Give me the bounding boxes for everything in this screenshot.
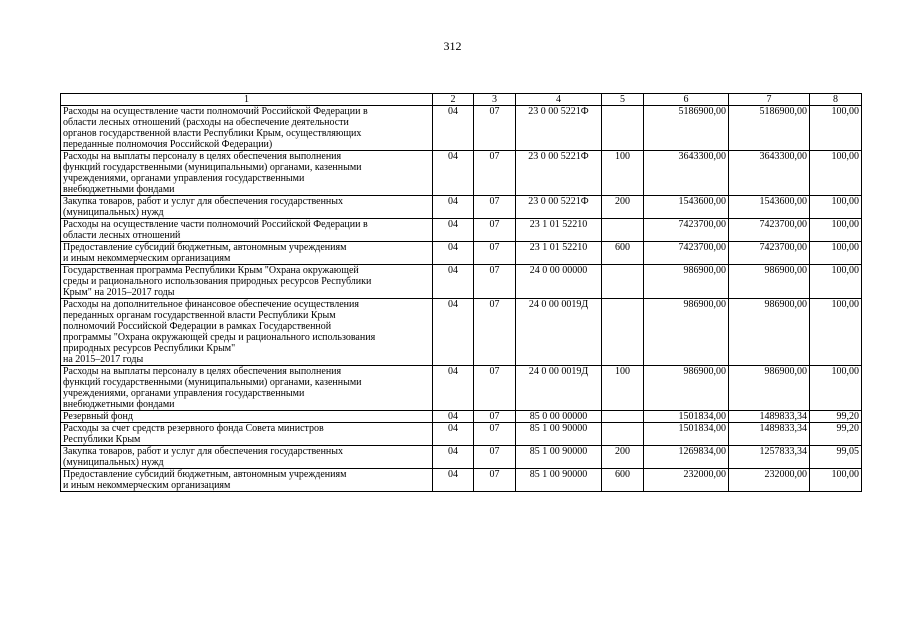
expense-type-code: [602, 219, 644, 242]
page-number: 312: [443, 39, 462, 53]
row-name: Расходы на осуществление части полномочий Российской Федерации в области лесных отношений (расходы на обеспечение деятельности органов государственной власти Республики Крым, осуществляющих переданные полномочия Российской Федерации): [61, 106, 433, 151]
section-code: 04: [433, 423, 474, 446]
expense-type-code: 600: [602, 242, 644, 265]
subsection-code: 07: [474, 106, 516, 151]
executed-amount: 986900,00: [729, 299, 810, 366]
column-header: 6: [644, 94, 729, 106]
subsection-code: 07: [474, 219, 516, 242]
section-code: 04: [433, 219, 474, 242]
table-row: [61, 242, 862, 265]
target-article-code: 23 1 01 52210: [516, 242, 602, 265]
section-code: 04: [433, 106, 474, 151]
planned-amount: 1269834,00: [644, 446, 729, 469]
target-article-code: 24 0 00 0019Д: [516, 299, 602, 366]
target-article-code: 85 1 00 90000: [516, 469, 602, 492]
column-header: 5: [602, 94, 644, 106]
executed-amount: 1543600,00: [729, 196, 810, 219]
column-header: 1: [61, 94, 433, 106]
table-row: [61, 299, 862, 366]
table-row: [61, 446, 862, 469]
target-article-code: 24 0 00 00000: [516, 265, 602, 299]
section-code: 04: [433, 196, 474, 219]
planned-amount: 986900,00: [644, 299, 729, 366]
executed-amount: 7423700,00: [729, 219, 810, 242]
table-row: [61, 219, 862, 242]
subsection-code: 07: [474, 411, 516, 423]
table-row: [61, 423, 862, 446]
budget-table: [60, 93, 862, 492]
section-code: 04: [433, 151, 474, 196]
row-name: Расходы на выплаты персоналу в целях обеспечения выполнения функций государственными (муниципальными) органами, казенными учреждениями, органами управления государственными внебюджетными фондами: [61, 151, 433, 196]
section-code: 04: [433, 265, 474, 299]
executed-amount: 1489833,34: [729, 411, 810, 423]
row-name: Государственная программа Республики Крым "Охрана окружающей среды и рационального использования природных ресурсов Республики Крым" на 2015–2017 годы: [61, 265, 433, 299]
execution-percent: 100,00: [810, 196, 862, 219]
planned-amount: 232000,00: [644, 469, 729, 492]
planned-amount: 7423700,00: [644, 242, 729, 265]
section-code: 04: [433, 469, 474, 492]
subsection-code: 07: [474, 265, 516, 299]
subsection-code: 07: [474, 423, 516, 446]
table-row: [61, 196, 862, 219]
header-row: [61, 94, 862, 106]
row-name: Предоставление субсидий бюджетным, автономным учреждениям и иным некоммерческим организациям: [61, 242, 433, 265]
expense-type-code: [602, 411, 644, 423]
section-code: 04: [433, 446, 474, 469]
subsection-code: 07: [474, 299, 516, 366]
section-code: 04: [433, 242, 474, 265]
column-header: 4: [516, 94, 602, 106]
table-row: [61, 151, 862, 196]
column-header: 2: [433, 94, 474, 106]
row-name: Расходы на дополнительное финансовое обеспечение осуществления переданных органам государственной власти Республики Крым полномочий Российской Федерации в рамках Государственной программы "Охрана окружающей среды и рационального использования природных ресурсов Республики Крым" на 2015–2017 годы: [61, 299, 433, 366]
execution-percent: 100,00: [810, 469, 862, 492]
executed-amount: 232000,00: [729, 469, 810, 492]
target-article-code: 85 1 00 90000: [516, 423, 602, 446]
expense-type-code: 100: [602, 151, 644, 196]
expense-type-code: [602, 106, 644, 151]
column-header: 8: [810, 94, 862, 106]
table-row: [61, 366, 862, 411]
executed-amount: 7423700,00: [729, 242, 810, 265]
target-article-code: 85 0 00 00000: [516, 411, 602, 423]
row-name: Резервный фонд: [61, 411, 433, 423]
row-name: Расходы на выплаты персоналу в целях обеспечения выполнения функций государственными (муниципальными) органами, казенными учреждениями, органами управления государственными внебюджетными фондами: [61, 366, 433, 411]
execution-percent: 99,20: [810, 411, 862, 423]
table-row: [61, 265, 862, 299]
expense-type-code: [602, 423, 644, 446]
execution-percent: 100,00: [810, 242, 862, 265]
section-code: 04: [433, 299, 474, 366]
target-article-code: 24 0 00 0019Д: [516, 366, 602, 411]
target-article-code: 23 1 01 52210: [516, 219, 602, 242]
expense-type-code: 200: [602, 196, 644, 219]
subsection-code: 07: [474, 196, 516, 219]
section-code: 04: [433, 411, 474, 423]
row-name: Закупка товаров, работ и услуг для обеспечения государственных (муниципальных) нужд: [61, 196, 433, 219]
target-article-code: 85 1 00 90000: [516, 446, 602, 469]
subsection-code: 07: [474, 366, 516, 411]
table-body: [61, 106, 862, 492]
target-article-code: 23 0 00 5221Ф: [516, 196, 602, 219]
execution-percent: 100,00: [810, 219, 862, 242]
executed-amount: 3643300,00: [729, 151, 810, 196]
subsection-code: 07: [474, 151, 516, 196]
row-name: Предоставление субсидий бюджетным, автономным учреждениям и иным некоммерческим организациям: [61, 469, 433, 492]
subsection-code: 07: [474, 242, 516, 265]
planned-amount: 5186900,00: [644, 106, 729, 151]
execution-percent: 100,00: [810, 366, 862, 411]
planned-amount: 1501834,00: [644, 423, 729, 446]
subsection-code: 07: [474, 469, 516, 492]
table-row: [61, 469, 862, 492]
planned-amount: 7423700,00: [644, 219, 729, 242]
execution-percent: 100,00: [810, 299, 862, 366]
planned-amount: 1543600,00: [644, 196, 729, 219]
expense-type-code: 600: [602, 469, 644, 492]
row-name: Расходы за счет средств резервного фонда Совета министров Республики Крым: [61, 423, 433, 446]
target-article-code: 23 0 00 5221Ф: [516, 106, 602, 151]
target-article-code: 23 0 00 5221Ф: [516, 151, 602, 196]
execution-percent: 99,20: [810, 423, 862, 446]
table-row: [61, 411, 862, 423]
executed-amount: 1257833,34: [729, 446, 810, 469]
executed-amount: 5186900,00: [729, 106, 810, 151]
expense-type-code: 100: [602, 366, 644, 411]
row-name: Расходы на осуществление части полномочий Российской Федерации в области лесных отношений: [61, 219, 433, 242]
execution-percent: 100,00: [810, 265, 862, 299]
row-name: Закупка товаров, работ и услуг для обеспечения государственных (муниципальных) нужд: [61, 446, 433, 469]
column-header: 3: [474, 94, 516, 106]
executed-amount: 1489833,34: [729, 423, 810, 446]
executed-amount: 986900,00: [729, 265, 810, 299]
planned-amount: 1501834,00: [644, 411, 729, 423]
subsection-code: 07: [474, 446, 516, 469]
planned-amount: 3643300,00: [644, 151, 729, 196]
expense-type-code: [602, 299, 644, 366]
executed-amount: 986900,00: [729, 366, 810, 411]
table-row: [61, 106, 862, 151]
section-code: 04: [433, 366, 474, 411]
expense-type-code: 200: [602, 446, 644, 469]
planned-amount: 986900,00: [644, 265, 729, 299]
execution-percent: 99,05: [810, 446, 862, 469]
execution-percent: 100,00: [810, 151, 862, 196]
column-header: 7: [729, 94, 810, 106]
execution-percent: 100,00: [810, 106, 862, 151]
expense-type-code: [602, 265, 644, 299]
planned-amount: 986900,00: [644, 366, 729, 411]
